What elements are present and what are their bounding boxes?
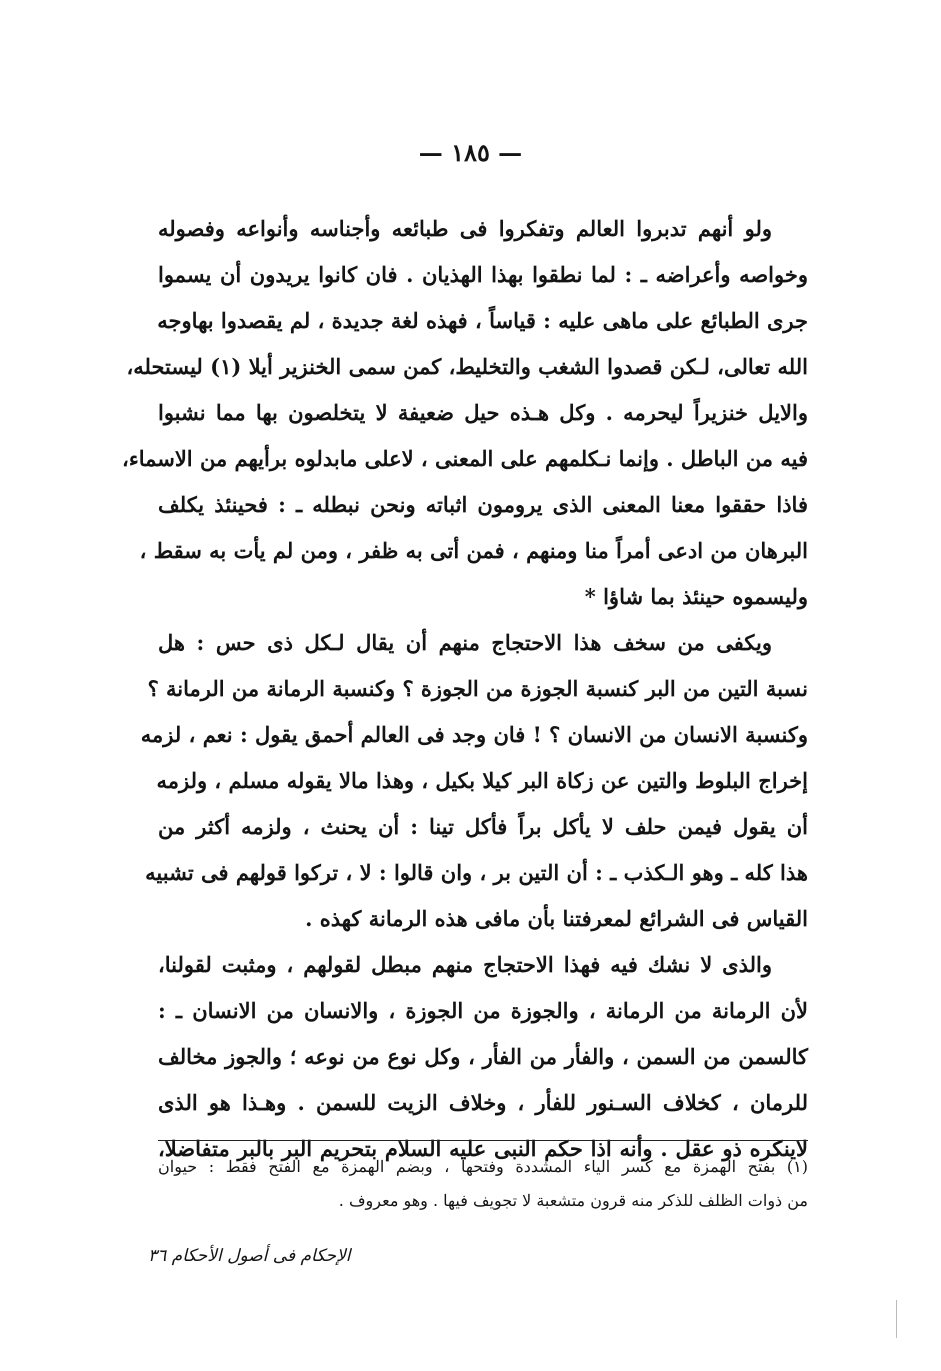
text-line: لاينكره ذو عقل . وأنه اذا حكم النبى عليه السلام بتحريم البر بالبر متفاضلا، [158, 1136, 808, 1161]
text-line: وخواصه وأعراضه ـ : لما نطقوا بهذا الهذيان . فان كانوا يريدون أن يسموا [158, 262, 808, 287]
text-line: وليسموه حينئذ بما شاؤا * [584, 584, 808, 609]
text-line: القياس فى الشرائع لمعرفتنا بأن مافى هذه الرمانة كهذه . [305, 906, 808, 931]
text-line: نسبة التين من البر كنسبة الجوزة من الجوزة ؟ وكنسبة الرمانة من الرمانة ؟ [147, 676, 808, 701]
text-line: والذى لا نشك فيه فهذا الاحتجاج منهم مبطل لقولهم ، ومثبت لقولنا، [158, 952, 772, 977]
text-line: الله تعالى، لـكن قصدوا الشغب والتخليط، كمن سمى الخنزير أيلا (١) ليستحله، [126, 354, 808, 379]
footnote-divider [158, 1140, 808, 1141]
text-line: جرى الطبائع على ماهى عليه : قياساً ، فهذه لغة جديدة ، لم يقصدوا بهاوجه [157, 308, 808, 333]
text-line: إخراج البلوط والتين عن زكاة البر كيلا بكيل ، وهذا مالا يقوله مسلم ، ولزمه [156, 768, 808, 793]
scan-mark [896, 1300, 897, 1338]
text-line: أن يقول فيمن حلف لا يأكل براً فأكل تينا : أن يحنث ، ولزمه أكثر من [158, 814, 808, 839]
book-signature: الإحكام فى أصول الأحكام ٣٦ [148, 1246, 351, 1266]
text-line: للرمان ، كخلاف السـنور للفأر ، وخلاف الزيت للسمن . وهـذا هو الذى [158, 1090, 808, 1115]
text-line: وكنسبة الانسان من الانسان ؟ ! فان وجد فى العالم أحمق يقول : نعم ، لزمه [140, 722, 808, 747]
page-number: — ١٨٥ — [418, 138, 523, 167]
text-line: هذا كله ـ وهو الـكذب ـ : أن التين بر ، وان قالوا : لا ، تركوا قولهم فى تشبيه [145, 860, 808, 885]
text-line: فاذا حققوا معنا المعنى الذى يرومون اثباته ونحن نبطله ـ : فحينئذ يكلف [158, 492, 808, 517]
text-line: لأن الرمانة من الرمانة ، والجوزة من الجوزة ، والانسان من الانسان ـ : [158, 998, 808, 1023]
text-line: ويكفى من سخف هذا الاحتجاج منهم أن يقال لـكل ذى حس : هل [158, 630, 772, 655]
footnote-line: من ذوات الظلف للذكر منه قرون متشعبة لا تجويف فيها . وهو معروف . [338, 1191, 808, 1210]
footnote-line: (١) بفتح الهمزة مع كسر الياء المشددة وفتحها ، وبضم الهمزة مع الفتح فقط : حيوان [158, 1157, 809, 1176]
text-line: كالسمن من السمن ، والفأر من الفأر ، وكل نوع من نوعه ؛ والجوز مخالف [158, 1044, 808, 1069]
text-line: والايل خنزيراً ليحرمه . وكل هـذه حيل ضعيفة لا يتخلصون بها مما نشبوا [158, 400, 808, 425]
footnotes [158, 1150, 808, 1218]
text-line: ولو أنهم تدبروا العالم وتفكروا فى طبائعه وأجناسه وأنواعه وفصوله [158, 216, 772, 241]
text-line: فيه من الباطل . وإنما نـكلمهم على المعنى ، لاعلى مابدلوه برأيهم من الاسماء، [122, 446, 808, 471]
text-line: البرهان من ادعى أمراً منا ومنهم ، فمن أتى به ظفر ، ومن لم يأت به سقط ، [139, 538, 808, 563]
body-text [122, 206, 808, 1172]
